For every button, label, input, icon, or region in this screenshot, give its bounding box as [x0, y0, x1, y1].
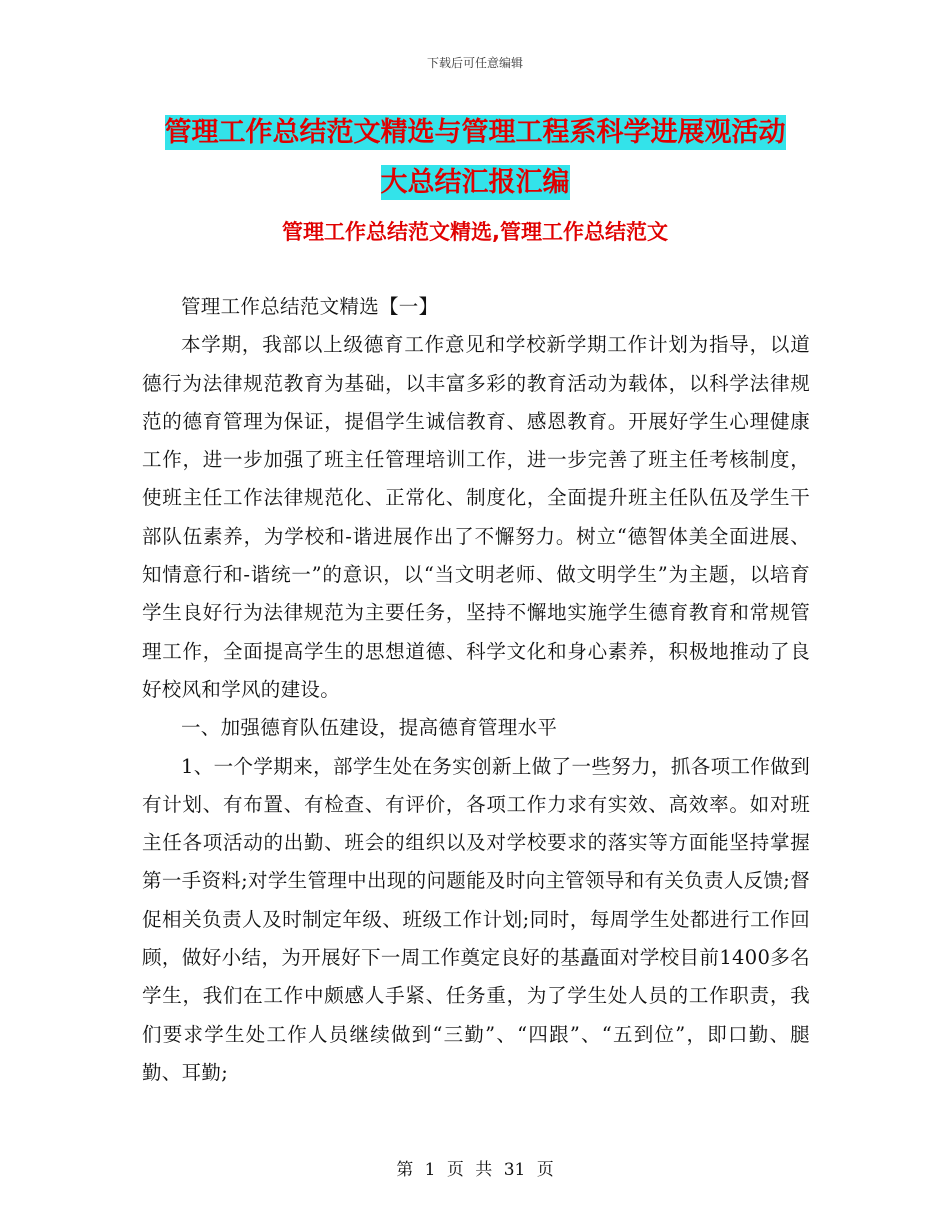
- document-title-line-1: 管理工作总结范文精选与管理工程系科学进展观活动: [164, 117, 786, 148]
- document-title-line-2: 大总结汇报汇编: [380, 167, 570, 198]
- page-number: 第 1 页 共 31 页: [396, 1160, 554, 1180]
- section-heading-1: 管理工作总结范文精选【一】: [181, 295, 439, 318]
- section-heading-2: 一、加强德育队伍建设，提高德育管理水平: [181, 716, 558, 740]
- body-paragraph: 1、一个学期来，部学生处在务实创新上做了一些努力，抓各项工作做到有计划、有布置、有检查、有评价，各项工作力求有实效、高效率。如对班主任各项活动的出勤、班会的组织以及对学校要求的落实等方面能坚持掌握第一手资料;对学生管理中出现的问题能及时向主管领导和有关负责人反馈;督促相关负责人及时制定年级、班级工作计划;同时，每周学生处都进行工作回顾，做好小结，为开展好下一周工作奠定良好的基矗面对学校目前1400多名学生，我们在工作中颇感人手紧、任务重，为了学生处人员的工作职责，我们要求学生处工作人员继续做到“三勤”、“四跟”、“五到位”，即口勤、腿勤、耳勤;: [142, 754, 810, 1084]
- document-body: [142, 288, 810, 1092]
- document-title: [120, 108, 830, 208]
- body-paragraph: 本学期，我部以上级德育工作意见和学校新学期工作计划为指导，以道德行为法律规范教育为基础，以丰富多彩的教育活动为载体，以科学法律规范的德育管理为保证，提倡学生诚信教育、感恩教育。开展好学生心理健康工作，进一步加强了班主任管理培训工作，进一步完善了班主任考核制度，使班主任工作法律规范化、正常化、制度化，全面提升班主任队伍及学生干部队伍素养，为学校和-谐进展作出了不懈努力。树立“德智体美全面进展、知情意行和-谐统一”的意识，以“当文明老师、做文明学生”为主题，以培育学生良好行为法律规范为主要任务，坚持不懈地实施学生德育教育和常规管理工作，全面提高学生的思想道德、科学文化和身心素养，积极地推动了良好校风和学风的建设。: [142, 333, 810, 701]
- header-note: 下载后可任意编辑: [426, 56, 523, 70]
- document-subtitle: 管理工作总结范文精选,管理工作总结范文: [282, 220, 668, 244]
